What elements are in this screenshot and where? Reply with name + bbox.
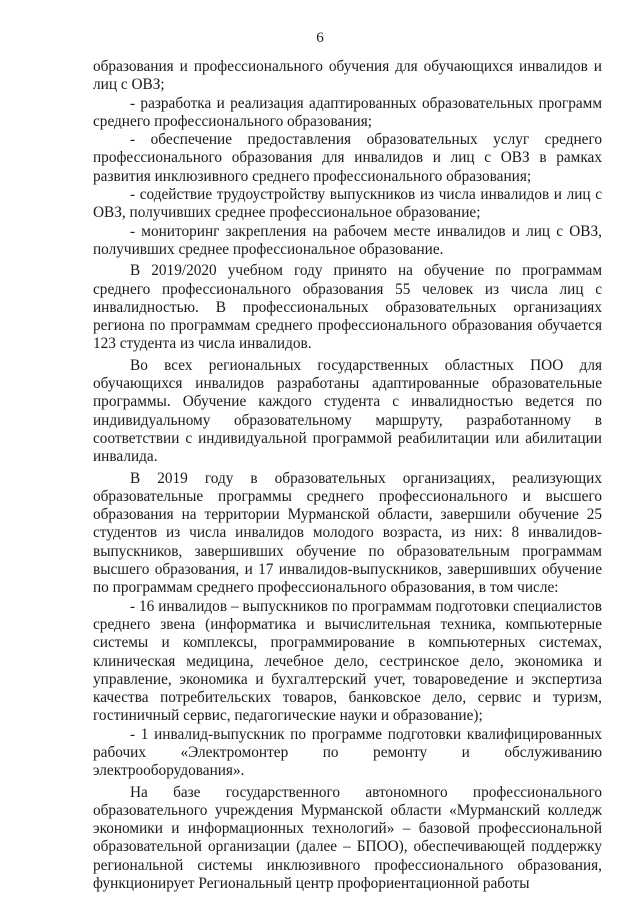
document-body	[93, 58, 602, 893]
list-item-adapted-programs: - разработка и реализация адаптированных образовательных программ среднего профессионального образования;	[93, 94, 602, 130]
paragraph-enrollment-2019-2020: В 2019/2020 учебном году принято на обучение по программам среднего профессионального образования 55 человек из числа лиц с инвалидностью. В профессиональных образовательных организациях региона по программам среднего профессионального образования обучается 123 студента из числа инвалидов.	[93, 262, 602, 353]
page-number: 6	[316, 30, 324, 46]
paragraph-graduates-2019: В 2019 году в образовательных организациях, реализующих образовательные программы среднего профессионального и высшего образования на территории Мурманской области, завершили обучение 25 студентов из числа инвалидов молодого возраста, из них: 8 инвалидов-выпускников, завершивших обучение по образовательным программам высшего образования, и 17 инвалидов-выпускников, завершивших обучение по программам среднего профессионального образования, в том числе:	[93, 469, 602, 597]
list-item-education-services: - обеспечение предоставления образовательных услуг среднего профессионального образования для инвалидов и лиц с ОВЗ в рамках развития инклюзивного среднего профессионального образования;	[93, 131, 602, 185]
list-item-mid-level-specialists: - 16 инвалидов – выпускников по программам подготовки специалистов среднего звена (информатика и вычислительная техника, компьютерные системы и комплексы, программирование в компьютерных системах, клиническая медицина, лечебное дело, сестринское дело, экономика и управление, экономика и бухгалтерский учет, товароведение и экспертиза качества потребительских товаров, банковское дело, сервис и туризм, гостиничный сервис, педагогические науки и образование);	[93, 597, 602, 725]
paragraph-continuation: образования и профессионального обучения для обучающихся инвалидов и лиц с ОВЗ;	[93, 58, 602, 94]
list-item-qualified-workers: - 1 инвалид-выпускник по программе подготовки квалифицированных рабочих «Электромонтер по ремонту и обслуживанию электрооборудования».	[93, 725, 602, 780]
list-item-employment-assistance: - содействие трудоустройству выпускников из числа инвалидов и лиц с ОВЗ, получивших среднее профессиональное образование;	[93, 186, 602, 222]
paragraph-adapted-programs: Во всех региональных государственных областных ПОО для обучающихся инвалидов разработаны адаптированные образовательные программы. Обучение каждого студента с инвалидностью ведется по индивидуальному образовательному маршруту, разработанному в соответствии с индивидуальной программой реабилитации или абилитации инвалида.	[93, 356, 602, 466]
list-item-workplace-monitoring: - мониторинг закрепления на рабочем месте инвалидов и лиц с ОВЗ, получивших среднее профессиональное образование.	[93, 222, 602, 258]
paragraph-regional-center: На базе государственного автономного профессионального образовательного учреждения Мурманской области «Мурманский колледж экономики и информационных технологий» – базовой профессиональной образовательной организации (далее – БПОО), обеспечивающей поддержку региональной системы инклюзивного профессионального образования, функционирует Региональный центр профориентационной работы	[93, 783, 602, 893]
